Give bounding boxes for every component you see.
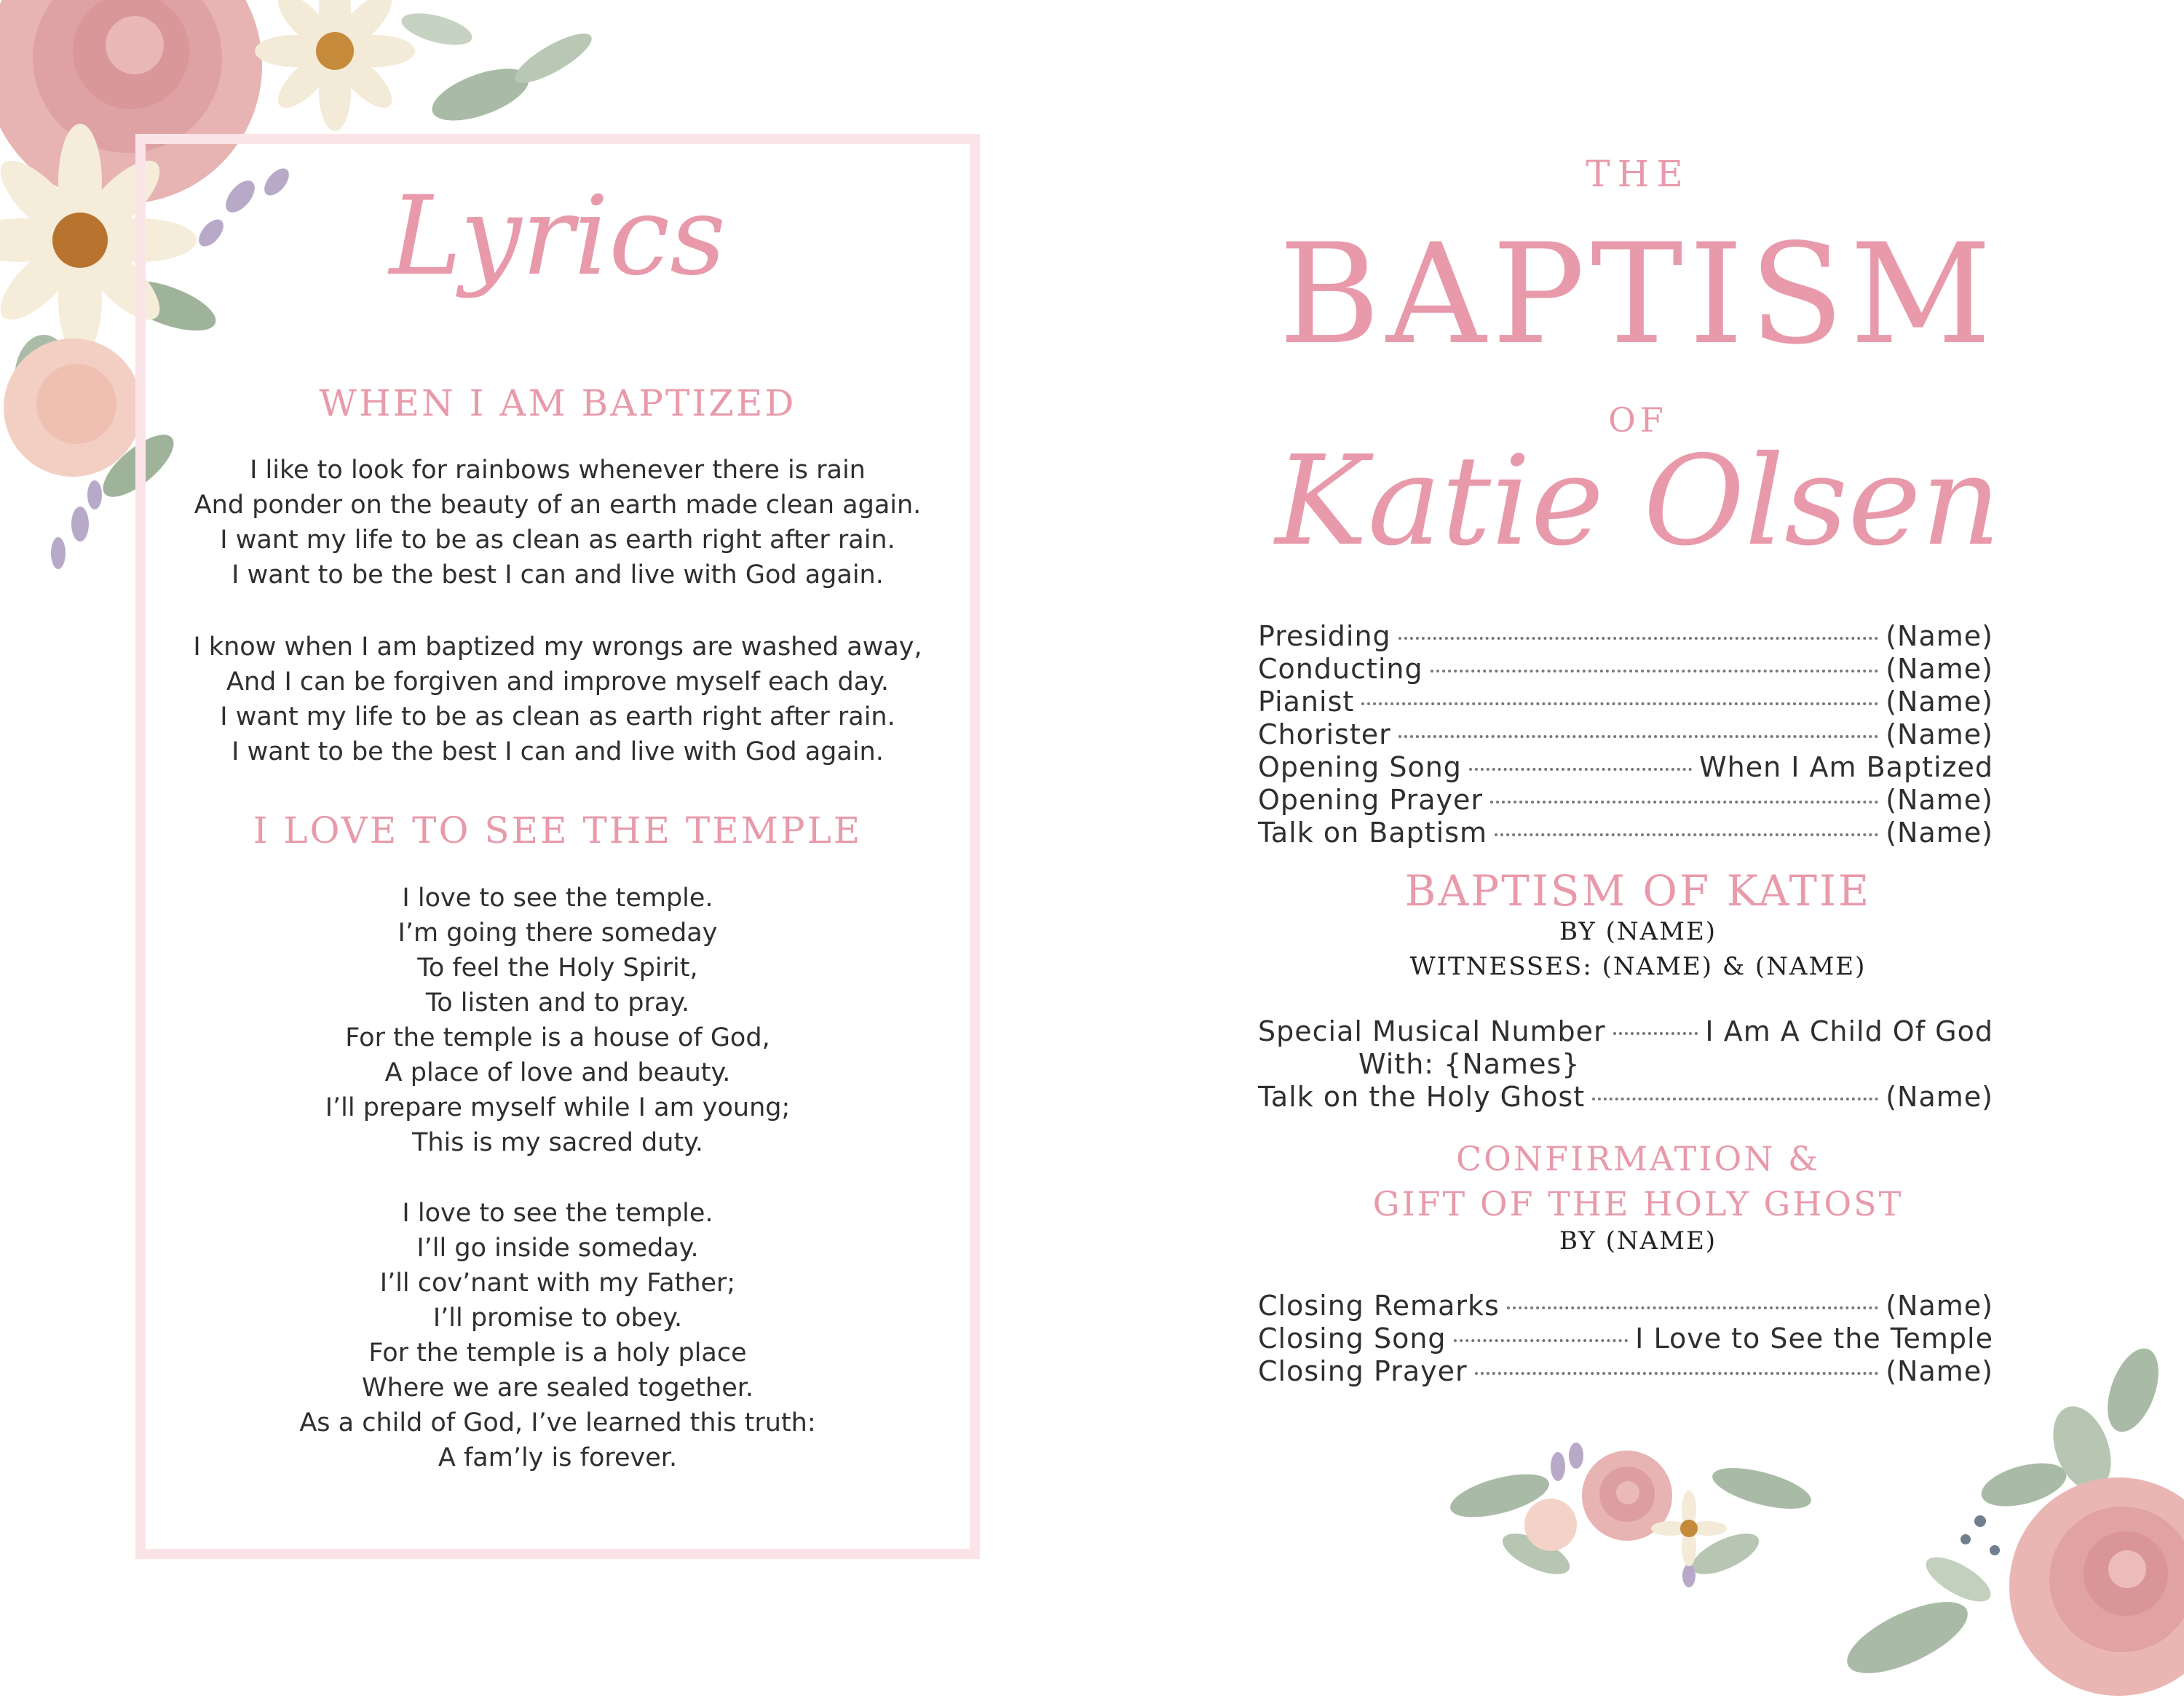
program-row: Opening Song When I Am Baptized <box>1258 751 1993 783</box>
program-row: Opening Prayer (Name) <box>1258 784 1993 816</box>
lyric-line: I’m going there someday <box>397 919 718 948</box>
lyric-line: As a child of God, I’ve learned this truth: <box>299 1408 816 1437</box>
program-row: Chorister (Name) <box>1258 718 1993 750</box>
lyric-line: I like to look for rainbows whenever there is rain <box>250 456 866 485</box>
baptism-by: BY (NAME) <box>1559 917 1717 946</box>
program-row: Closing Prayer (Name) <box>1258 1355 1993 1387</box>
lyric-line: I want my life to be as clean as earth right after rain. <box>220 702 895 731</box>
program-row: Pianist (Name) <box>1258 686 1993 718</box>
lyric-line: For the temple is a house of God, <box>345 1023 770 1052</box>
program-row: Closing Song I Love to See the Temple <box>1258 1322 1993 1354</box>
lyric-line: And I can be forgiven and improve myself each day. <box>226 667 889 697</box>
song1-verse1 <box>135 453 980 592</box>
lyric-line: A fam’ly is forever. <box>438 1443 678 1472</box>
program-row: Presiding (Name) <box>1258 620 1993 652</box>
lyric-line: I want my life to be as clean as earth right after rain. <box>220 525 895 555</box>
program-row: Closing Remarks (Name) <box>1258 1290 1993 1322</box>
confirmation-heading-1: CONFIRMATION & <box>1455 1139 1821 1178</box>
program-page <box>1092 0 2184 1698</box>
song2-verse1 <box>135 881 980 1160</box>
cover-the: THE <box>1586 153 1690 195</box>
lyric-line: A place of love and beauty. <box>384 1058 731 1087</box>
program-row: Special Musical Number I Am A Child Of God <box>1258 1015 1993 1047</box>
program-subrow: With: {Names} <box>1358 1048 1580 1080</box>
song1-title: WHEN I AM BAPTIZED <box>319 382 796 424</box>
confirmation-heading-2: GIFT OF THE HOLY GHOST <box>1372 1184 1904 1223</box>
program-row: Conducting (Name) <box>1258 653 1993 685</box>
lyric-line: This is my sacred duty. <box>411 1128 704 1157</box>
baptism-heading: BAPTISM OF KATIE <box>1404 866 1872 916</box>
baptism-witnesses: WITNESSES: (NAME) & (NAME) <box>1409 952 1867 981</box>
lyric-line: I’ll promise to obey. <box>432 1304 683 1333</box>
lyric-line: I want to be the best I can and live with God again. <box>232 737 884 766</box>
lyrics-heading: Lyrics <box>389 173 727 300</box>
lyric-line: I’ll cov’nant with my Father; <box>379 1269 736 1298</box>
song2-title: I LOVE TO SEE THE TEMPLE <box>253 809 863 852</box>
cover-title: BAPTISM <box>1278 214 1998 375</box>
lyric-line: To listen and to pray. <box>425 988 690 1017</box>
program-part1 <box>1258 620 1993 849</box>
floral-spray-bottom <box>1449 1437 1820 1598</box>
song1-verse2 <box>135 630 980 769</box>
program-part2 <box>1258 1015 1993 1114</box>
lyric-line: I love to see the temple. <box>402 884 713 913</box>
lyric-line: For the temple is a holy place <box>368 1338 747 1368</box>
lyric-line: I’ll prepare myself while I am young; <box>325 1093 791 1122</box>
floral-corner-bottom-right <box>1842 1346 2184 1698</box>
lyric-line: I want to be the best I can and live with God again. <box>232 560 884 590</box>
cover-name: Katie Olsen <box>1275 429 2001 574</box>
cover-of: OF <box>1608 400 1668 440</box>
lyric-line: I love to see the temple. <box>402 1199 713 1228</box>
program-row: Talk on the Holy Ghost (Name) <box>1258 1081 1993 1113</box>
lyric-line: I know when I am baptized my wrongs are washed away, <box>193 632 922 662</box>
lyric-line: And ponder on the beauty of an earth made clean again. <box>194 491 922 520</box>
song2-verse2 <box>135 1196 980 1475</box>
program-row: Talk on Baptism (Name) <box>1258 817 1993 849</box>
lyric-line: Where we are sealed together. <box>361 1373 754 1403</box>
lyric-line: To feel the Holy Spirit, <box>417 953 698 983</box>
confirmation-by: BY (NAME) <box>1559 1226 1717 1255</box>
lyric-line: I’ll go inside someday. <box>416 1234 699 1263</box>
